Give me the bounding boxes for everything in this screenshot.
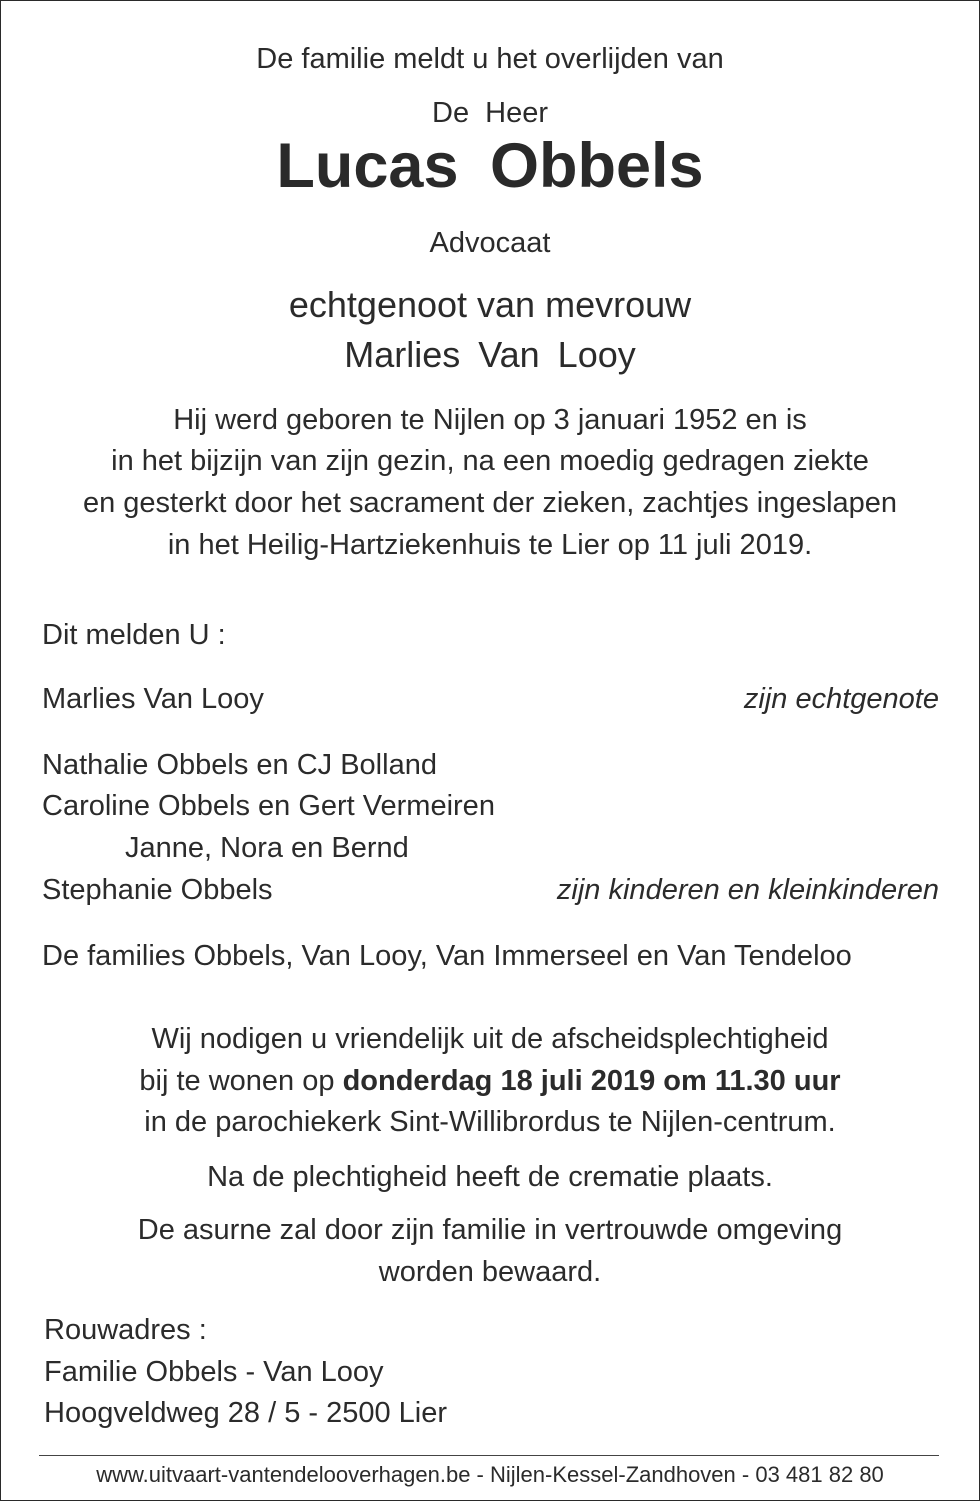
bio-line: Hij werd geboren te Nijlen op 3 januari 1952 en is (173, 404, 807, 436)
invitation-prefix: bij te wonen op (139, 1065, 343, 1097)
footer-divider (39, 1455, 939, 1456)
grandchildren-line: Janne, Nora en Bernd (125, 832, 409, 864)
bio-line: en gesterkt door het sacrament der zieken, zachtjes ingeslapen (82, 487, 898, 519)
bio-line: in het bijzijn van zijn gezin, na een moedig gedragen ziekte (111, 445, 869, 477)
ceremony-datetime: donderdag 18 juli 2019 om 11.30 uur (342, 1065, 841, 1097)
spouse-relation: zijn echtgenote (743, 683, 939, 715)
bio-line: in het Heilig-Hartziekenhuis te Lier op 11 juli 2019. (167, 529, 813, 561)
spouse-name: Marlies Van Looy (344, 334, 636, 375)
invitation-date-line (1, 1065, 979, 1098)
children-relation: zijn kinderen en kleinkinderen (556, 874, 939, 906)
address-street: Hoogveldweg 28 / 5 - 2500 Lier (44, 1397, 448, 1429)
urn-line: worden bewaard. (378, 1256, 602, 1288)
child-line: Caroline Obbels en Gert Vermeiren (42, 790, 495, 822)
church-line: in de parochiekerk Sint-Willibrordus te Nijlen-centrum. (144, 1106, 836, 1138)
child-line: Stephanie Obbels (42, 874, 273, 906)
families-line: De families Obbels, Van Looy, Van Immerseel en Van Tendeloo (42, 940, 852, 972)
deceased-name: Lucas Obbels (276, 131, 704, 201)
profession: Advocaat (429, 227, 551, 259)
address-heading: Rouwadres : (44, 1314, 207, 1346)
announcers-heading: Dit melden U : (42, 619, 226, 651)
intro-text: De familie meldt u het overlijden van (256, 43, 724, 75)
spouse-line: echtgenoot van mevrouw (288, 284, 692, 325)
footer-contact: www.uitvaart-vantendelooverhagen.be - Nijlen-Kessel-Zandhoven - 03 481 82 80 (96, 1462, 884, 1487)
invitation-line: Wij nodigen u vriendelijk uit de afscheidsplechtigheid (151, 1023, 829, 1055)
urn-line: De asurne zal door zijn familie in vertrouwde omgeving (137, 1214, 843, 1246)
spouse-announcer: Marlies Van Looy (42, 683, 264, 715)
child-line: Nathalie Obbels en CJ Bolland (42, 749, 437, 781)
honorific: De Heer (432, 97, 548, 129)
address-family: Familie Obbels - Van Looy (44, 1356, 384, 1388)
cremation-line: Na de plechtigheid heeft de crematie plaats. (207, 1161, 773, 1193)
